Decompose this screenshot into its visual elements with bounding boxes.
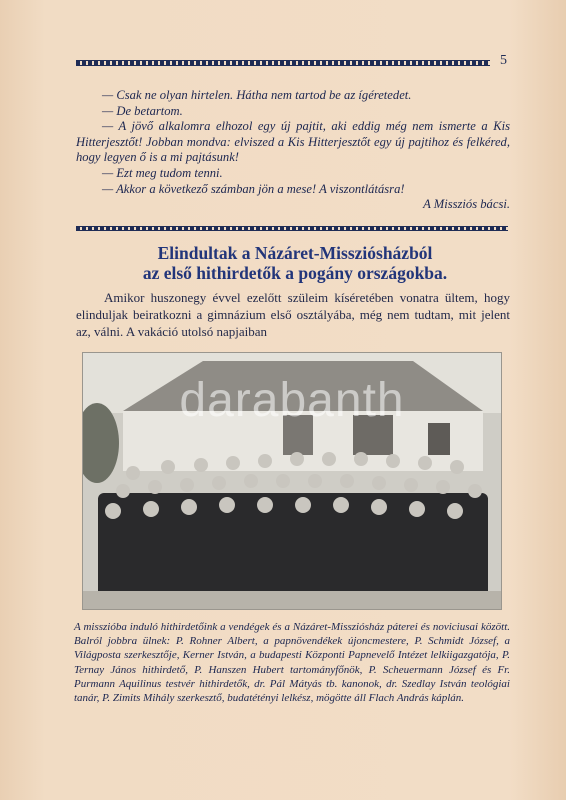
dialog-block bbox=[76, 88, 510, 213]
article-title-line2: az első hithirdetők a pogány országokba. bbox=[142, 263, 448, 283]
dialog-line: — Akkor a következő számban jön a mese! A viszontlátásra! bbox=[102, 181, 405, 196]
article-title-line1: Elindultak a Názáret-Missziósházból bbox=[157, 243, 433, 263]
photo-caption: A misszióba induló hithirdetőink a vendégek és a Názáret-Missziósház páterei és noviciusai között. Balról jobbra ülnek: P. Rohner Albert, a papnövendékek újoncmestere, P. Schmidt József, a Világposta szerkesztője, Kerner István, a budapesti Központi Papnevelő Intézet lelkiigazgatója, P. Ternay János hithirdető, P. Hanszen Hubert tartományfőnök, P. Scheuermann József és Fr. Purmann Aquilinus testvér hithirdetők, dr. Pál Mátyás tb. kanonok, dr. Szedlay István teológiai tanár, P. Zimits Mihály szerkesztő, budatétényi lelkész, mögötte áll Flach András káplán. bbox=[74, 621, 510, 705]
section-divider bbox=[76, 226, 508, 231]
watermark-text: darabanth bbox=[179, 374, 405, 427]
top-ornament-border bbox=[76, 60, 490, 66]
group-photo bbox=[82, 352, 502, 610]
page-number: 5 bbox=[500, 53, 507, 68]
dialog-line: — Ezt meg tudom tenni. bbox=[102, 165, 223, 180]
dialog-line: — De betartom. bbox=[102, 103, 183, 118]
dialog-line: — Csak ne olyan hirtelen. Hátha nem tartod be az ígéretedet. bbox=[102, 88, 412, 102]
dialog-signature: A Missziós bácsi. bbox=[423, 197, 510, 212]
article-title bbox=[72, 243, 518, 283]
article-intro bbox=[76, 290, 510, 340]
article-intro-text: Amikor huszonegy évvel ezelőtt szüleim kíséretében vonatra ültem, hogy elinduljak beiratkozni a gimnázium első osztályába, még nem tudtam, mit jelent az, válni. A vakáció utolsó napjaiban bbox=[76, 290, 510, 339]
dialog-line: — A jövő alkalomra elhozol egy új pajtit, aki eddig még nem ismerte a Kis Hitterjesztőt! Jobban mondva: elviszed a Kis Hitterjesztőt egy új pajtihoz és felkéred, hogy legyen ő is a mi pajtásunk! bbox=[76, 119, 510, 165]
